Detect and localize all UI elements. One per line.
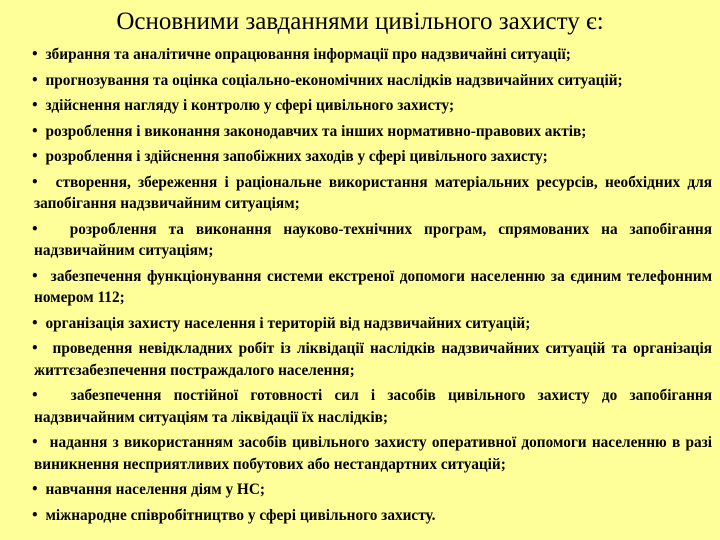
list-item	[31, 172, 712, 215]
list-item	[31, 479, 712, 501]
list-item	[31, 313, 712, 335]
bullet-icon: •	[31, 149, 39, 163]
list-item-text: здійснення нагляду і контролю у сфері цивільного захисту;	[45, 97, 455, 114]
bullet-icon: •	[31, 47, 39, 61]
list-item-text: створення, збереження і раціональне використання матеріальних ресурсів, необхідних для запобігання надзвичайним ситуаціям;	[34, 173, 712, 212]
bullet-icon: •	[31, 315, 39, 330]
list-item-text: міжнародне співробітництво у сфері цивільного захисту.	[45, 506, 436, 524]
bullet-icon: •	[31, 72, 39, 87]
list-item	[31, 432, 712, 475]
list-item	[31, 95, 712, 117]
list-item	[31, 44, 712, 66]
bullet-icon: •	[31, 341, 39, 355]
list-item	[31, 219, 712, 262]
list-item	[31, 338, 712, 381]
bullet-icon: •	[31, 435, 39, 449]
list-item	[31, 266, 712, 309]
list-item	[31, 505, 712, 527]
bullet-icon: •	[31, 221, 39, 236]
bullet-icon: •	[31, 123, 39, 138]
bullet-icon: •	[31, 388, 39, 402]
list-item-text: розроблення і здійснення запобіжних заходів у сфері цивільного захисту;	[45, 148, 548, 165]
list-item-text: навчання населення діям у НС;	[45, 481, 265, 498]
list-item-text: надання з використанням засобів цивільного захисту оперативної допомоги населенню в разі виникнення несприятливих побутових або нестандартних ситуацій;	[34, 434, 712, 473]
list-item	[31, 121, 712, 143]
bullet-icon: •	[31, 268, 39, 283]
list-item-text: проведення невідкладних робіт із ліквідації наслідків надзвичайних ситуацій та організація життєзабезпечення постраждалого населення;	[34, 340, 712, 379]
list-item-text: забезпечення функціонування системи екстреної допомоги населенню за єдиним телефонним номером 112;	[34, 267, 712, 306]
bullet-icon: •	[31, 482, 39, 496]
list-item-text: розроблення та виконання науково-технічних програм, спрямованих на запобігання надзвичайним ситуаціям;	[34, 220, 712, 259]
bullet-icon: •	[31, 98, 39, 112]
list-item	[31, 385, 712, 428]
list-item	[31, 70, 712, 92]
bullet-icon: •	[31, 507, 39, 522]
list-item-text: розроблення і виконання законодавчих та інших нормативно-правових актів;	[45, 122, 587, 140]
task-list	[31, 44, 712, 530]
list-item-text: збирання та аналітичне опрацювання інформації про надзвичайні ситуації;	[45, 46, 571, 63]
list-item-text: прогнозування та оцінка соціально-економічних наслідків надзвичайних ситуацій;	[45, 71, 623, 89]
list-item-text: забезпечення постійної готовності сил і засобів цивільного захисту до запобігання надзвичайним ситуаціям та ліквідації їх наслідків;	[34, 387, 712, 426]
list-item	[31, 146, 712, 168]
slide-title: Основними завданнями цивільного захисту є:	[116, 8, 604, 35]
list-item-text: організація захисту населення і територій від надзвичайних ситуацій;	[45, 314, 531, 332]
bullet-icon: •	[31, 174, 39, 189]
